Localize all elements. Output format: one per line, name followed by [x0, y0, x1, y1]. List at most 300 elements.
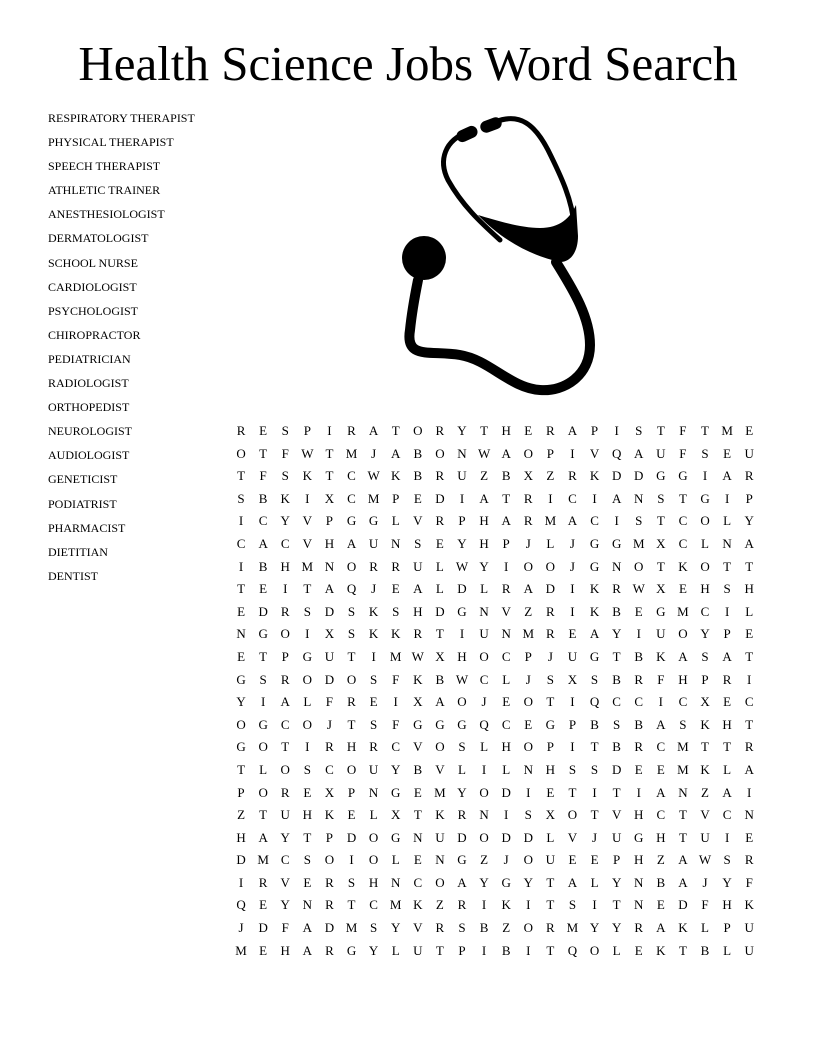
- grid-letter: Y: [523, 874, 533, 890]
- grid-letter: M: [389, 648, 402, 664]
- grid-letter: E: [502, 694, 511, 710]
- grid-letter: K: [435, 807, 445, 823]
- grid-letter: D: [457, 829, 467, 845]
- grid-letter: D: [678, 897, 688, 913]
- grid-letter: C: [413, 874, 423, 890]
- grid-letter: M: [544, 513, 557, 529]
- word-list-item: DENTIST: [48, 568, 98, 583]
- grid-letter: O: [523, 445, 533, 461]
- grid-letter: S: [657, 490, 665, 506]
- grid-letter: K: [413, 897, 423, 913]
- grid-letter: K: [656, 648, 666, 664]
- grid-letter: G: [589, 648, 600, 664]
- grid-letter: K: [501, 897, 511, 913]
- grid-letter: Y: [479, 558, 489, 574]
- grid-letter: L: [701, 535, 709, 551]
- grid-letter: P: [281, 648, 289, 664]
- grid-letter: T: [590, 739, 599, 755]
- grid-letter: A: [722, 468, 732, 484]
- grid-letter: S: [568, 897, 577, 913]
- grid-letter: I: [481, 942, 487, 958]
- grid-letter: T: [303, 581, 312, 597]
- grid-letter: S: [458, 739, 466, 755]
- grid-letter: E: [413, 784, 422, 800]
- grid-letter: S: [237, 490, 245, 506]
- word-list-item: SCHOOL NURSE: [48, 255, 138, 270]
- grid-letter: P: [701, 671, 709, 687]
- grid-letter: B: [656, 874, 666, 890]
- grid-letter: P: [502, 535, 510, 551]
- grid-letter: C: [391, 739, 401, 755]
- grid-letter: C: [568, 490, 577, 506]
- grid-letter: C: [501, 716, 511, 732]
- grid-letter: I: [504, 807, 509, 823]
- grid-letter: O: [258, 739, 268, 755]
- grid-letter: I: [747, 671, 752, 687]
- grid-letter: I: [592, 784, 597, 800]
- grid-letter: D: [435, 490, 445, 506]
- grid-letter: D: [236, 852, 246, 868]
- grid-letter: G: [700, 490, 710, 506]
- grid-letter: O: [567, 807, 578, 823]
- grid-letter: T: [656, 558, 665, 574]
- grid-letter: T: [347, 897, 356, 913]
- grid-letter: G: [611, 535, 622, 551]
- grid-letter: O: [258, 784, 268, 800]
- grid-letter: R: [457, 807, 467, 823]
- grid-letter: L: [369, 807, 378, 823]
- grid-letter: I: [526, 942, 531, 958]
- grid-letter: Z: [701, 784, 709, 800]
- grid-letter: R: [325, 739, 334, 755]
- grid-letter: H: [656, 829, 666, 845]
- grid-letter: G: [346, 513, 357, 529]
- grid-letter: T: [701, 423, 709, 438]
- grid-letter: M: [235, 942, 247, 958]
- grid-letter: K: [324, 807, 335, 823]
- grid-letter: M: [345, 445, 358, 461]
- grid-letter: T: [568, 784, 577, 800]
- grid-letter: A: [258, 535, 268, 551]
- grid-letter: E: [745, 423, 754, 438]
- grid-letter: S: [679, 716, 687, 732]
- grid-letter: Q: [479, 716, 489, 732]
- grid-letter: A: [567, 423, 578, 438]
- grid-letter: E: [237, 603, 246, 619]
- grid-letter: E: [435, 535, 444, 551]
- grid-letter: A: [501, 445, 511, 461]
- word-list-item: ORTHOPEDIST: [48, 400, 130, 415]
- grid-letter: A: [523, 581, 533, 597]
- grid-letter: O: [523, 558, 533, 574]
- grid-letter: L: [590, 874, 599, 890]
- grid-letter: K: [678, 920, 688, 936]
- grid-letter: A: [744, 535, 754, 551]
- grid-letter: C: [258, 513, 268, 529]
- grid-letter: I: [570, 445, 575, 461]
- grid-letter: K: [700, 761, 710, 777]
- grid-letter: T: [413, 807, 422, 823]
- grid-letter: A: [501, 513, 511, 529]
- grid-letter: H: [479, 513, 489, 529]
- grid-letter: A: [324, 581, 335, 597]
- grid-letter: A: [678, 874, 688, 890]
- grid-letter: H: [280, 558, 290, 574]
- grid-letter: D: [324, 920, 335, 936]
- grid-letter: N: [501, 626, 511, 642]
- grid-letter: P: [613, 852, 621, 868]
- grid-row: [230, 714, 760, 737]
- grid-row: [230, 646, 760, 669]
- grid-letter: L: [435, 558, 444, 574]
- grid-letter: A: [567, 513, 578, 529]
- grid-letter: G: [368, 513, 379, 529]
- grid-letter: E: [678, 581, 687, 597]
- grid-letter: O: [479, 648, 489, 664]
- grid-letter: G: [678, 468, 688, 484]
- grid-letter: J: [371, 445, 377, 461]
- grid-letter: M: [566, 920, 579, 936]
- grid-letter: J: [503, 852, 509, 868]
- grid-letter: I: [481, 761, 487, 777]
- grid-letter: C: [280, 716, 290, 732]
- grid-letter: S: [303, 761, 311, 777]
- grid-letter: V: [413, 513, 423, 529]
- grid-letter: P: [723, 920, 731, 936]
- grid-letter: Y: [236, 694, 246, 710]
- grid-letter: T: [656, 513, 665, 529]
- grid-letter: T: [612, 784, 621, 800]
- grid-letter: I: [481, 897, 487, 913]
- grid-letter: H: [634, 852, 644, 868]
- grid-letter: T: [678, 807, 687, 823]
- grid-letter: T: [502, 490, 511, 506]
- grid-letter: B: [413, 761, 423, 777]
- grid-letter: C: [280, 535, 290, 551]
- grid-letter: O: [346, 761, 357, 777]
- grid-letter: R: [280, 671, 290, 687]
- grid-letter: I: [724, 490, 730, 506]
- grid-letter: H: [700, 581, 710, 597]
- grid-letter: M: [257, 852, 269, 868]
- word-list-item: GENETICIST: [48, 472, 118, 487]
- grid-letter: U: [656, 626, 666, 642]
- grid-row: [230, 736, 760, 759]
- grid-letter: U: [457, 468, 467, 484]
- grid-letter: S: [347, 603, 356, 619]
- grid-letter: B: [435, 671, 445, 687]
- grid-letter: Y: [368, 942, 379, 958]
- grid-row: [230, 782, 760, 805]
- grid-letter: U: [545, 852, 556, 868]
- grid-letter: L: [303, 694, 312, 710]
- grid-letter: T: [259, 807, 268, 823]
- grid-letter: Y: [457, 535, 467, 551]
- grid-letter: L: [435, 581, 444, 597]
- grid-letter: R: [501, 581, 511, 597]
- grid-letter: H: [413, 603, 423, 619]
- grid-letter: R: [325, 874, 334, 890]
- grid-row: [230, 872, 760, 895]
- grid-letter: P: [745, 490, 753, 506]
- grid-letter: I: [305, 739, 310, 755]
- grid-letter: S: [546, 671, 554, 687]
- word-list-item: RESPIRATORY THERAPIST: [48, 111, 195, 125]
- grid-letter: H: [236, 829, 246, 845]
- grid-letter: U: [413, 942, 423, 958]
- grid-letter: A: [302, 942, 313, 958]
- grid-letter: T: [590, 807, 599, 823]
- grid-letter: T: [259, 648, 268, 664]
- word-list-item: SPEECH THERAPIST: [48, 159, 161, 174]
- grid-letter: Y: [700, 626, 710, 642]
- grid-letter: G: [656, 468, 666, 484]
- grid-letter: S: [458, 920, 466, 936]
- grid-letter: I: [305, 490, 310, 506]
- grid-letter: N: [611, 558, 622, 574]
- grid-letter: K: [744, 897, 754, 913]
- grid-letter: S: [303, 603, 311, 619]
- grid-row: [230, 759, 760, 782]
- grid-letter: Y: [722, 874, 732, 890]
- grid-letter: N: [634, 897, 644, 913]
- grid-letter: L: [612, 942, 621, 958]
- grid-letter: W: [698, 852, 712, 868]
- grid-letter: V: [302, 513, 313, 529]
- grid-letter: B: [413, 445, 423, 461]
- word-list-item: ATHLETIC TRAINER: [48, 183, 161, 198]
- grid-letter: Y: [391, 761, 401, 777]
- grid-letter: R: [258, 874, 268, 890]
- grid-letter: X: [545, 807, 556, 823]
- grid-letter: X: [523, 468, 533, 484]
- grid-letter: Y: [611, 626, 622, 642]
- grid-letter: P: [546, 739, 554, 755]
- grid-letter: T: [391, 423, 400, 438]
- grid-letter: U: [567, 648, 578, 664]
- grid-letter: D: [523, 829, 533, 845]
- grid-letter: T: [281, 739, 290, 755]
- grid-letter: T: [237, 468, 246, 484]
- grid-letter: T: [546, 942, 555, 958]
- grid-letter: J: [238, 920, 244, 936]
- grid-letter: T: [745, 716, 754, 732]
- grid-letter: G: [589, 535, 600, 551]
- grid-letter: Q: [589, 694, 600, 710]
- grid-row: [230, 894, 760, 917]
- grid-letter: I: [570, 694, 575, 710]
- grid-letter: I: [393, 694, 398, 710]
- grid-letter: B: [700, 942, 710, 958]
- grid-letter: N: [722, 535, 732, 551]
- grid-row: [230, 849, 760, 872]
- grid-letter: O: [280, 626, 290, 642]
- grid-letter: M: [345, 920, 358, 936]
- grid-letter: J: [569, 558, 575, 574]
- grid-letter: A: [589, 626, 600, 642]
- grid-letter: S: [723, 852, 731, 868]
- word-list-item: PSYCHOLOGIST: [48, 303, 139, 318]
- grid-letter: Q: [236, 897, 246, 913]
- grid-letter: D: [324, 603, 335, 619]
- grid-letter: P: [524, 648, 532, 664]
- grid-letter: C: [347, 468, 356, 484]
- grid-letter: O: [523, 920, 533, 936]
- grid-letter: O: [324, 852, 335, 868]
- grid-letter: A: [656, 716, 666, 732]
- grid-letter: G: [457, 852, 467, 868]
- grid-letter: B: [634, 648, 644, 664]
- grid-letter: M: [632, 535, 645, 551]
- grid-letter: E: [347, 807, 356, 823]
- grid-letter: N: [744, 807, 754, 823]
- grid-letter: Y: [280, 829, 290, 845]
- grid-letter: X: [656, 535, 666, 551]
- grid-letter: P: [325, 829, 334, 845]
- grid-letter: B: [612, 671, 621, 687]
- grid-letter: K: [589, 603, 600, 619]
- grid-letter: Y: [280, 897, 290, 913]
- grid-letter: X: [391, 807, 401, 823]
- grid-letter: E: [634, 761, 643, 777]
- grid-letter: H: [501, 423, 511, 438]
- grid-letter: V: [302, 535, 313, 551]
- grid-letter: R: [722, 671, 732, 687]
- grid-letter: P: [546, 445, 554, 461]
- grid-letter: F: [679, 423, 687, 438]
- grid-letter: D: [501, 829, 511, 845]
- grid-letter: I: [592, 897, 597, 913]
- grid-letter: D: [258, 920, 268, 936]
- grid-letter: D: [435, 603, 445, 619]
- grid-letter: O: [346, 671, 357, 687]
- grid-row: [230, 691, 760, 714]
- grid-letter: S: [723, 581, 731, 597]
- grid-letter: N: [413, 829, 423, 845]
- grid-letter: S: [259, 671, 267, 687]
- grid-letter: W: [455, 558, 469, 574]
- grid-letter: X: [324, 784, 335, 800]
- grid-letter: A: [567, 874, 578, 890]
- grid-letter: W: [455, 671, 469, 687]
- grid-letter: J: [371, 581, 377, 597]
- grid-letter: H: [280, 942, 290, 958]
- grid-letter: C: [612, 694, 621, 710]
- grid-letter: S: [281, 423, 289, 438]
- grid-letter: D: [545, 581, 556, 597]
- grid-letter: O: [435, 739, 445, 755]
- grid-letter: K: [589, 468, 600, 484]
- grid-letter: M: [522, 626, 535, 642]
- grid-letter: G: [302, 648, 313, 664]
- grid-letter: E: [546, 784, 555, 800]
- grid-letter: H: [346, 739, 357, 755]
- grid-letter: I: [592, 490, 597, 506]
- grid-letter: G: [258, 716, 268, 732]
- grid-letter: E: [259, 581, 268, 597]
- grid-letter: R: [435, 423, 445, 438]
- grid-letter: T: [745, 648, 754, 664]
- grid-letter: I: [636, 784, 641, 800]
- grid-letter: A: [722, 648, 732, 664]
- grid-letter: H: [744, 581, 754, 597]
- grid-letter: T: [678, 829, 687, 845]
- grid-letter: N: [634, 490, 644, 506]
- grid-letter: M: [434, 784, 446, 800]
- grid-letter: V: [413, 739, 423, 755]
- grid-letter: N: [523, 761, 533, 777]
- grid-letter: K: [302, 468, 313, 484]
- grid-letter: A: [435, 694, 445, 710]
- grid-letter: V: [435, 761, 445, 777]
- grid-letter: T: [678, 490, 687, 506]
- grid-letter: W: [367, 468, 380, 484]
- grid-letter: T: [325, 468, 334, 484]
- grid-letter: H: [722, 716, 732, 732]
- grid-letter: L: [480, 739, 489, 755]
- grid-letter: K: [391, 626, 401, 642]
- grid-letter: S: [281, 468, 289, 484]
- grid-letter: S: [635, 513, 643, 529]
- grid-letter: I: [548, 490, 553, 506]
- grid-letter: K: [368, 603, 379, 619]
- grid-letter: T: [237, 761, 246, 777]
- grid-letter: N: [236, 626, 246, 642]
- grid-letter: L: [458, 761, 466, 777]
- grid-letter: H: [501, 739, 511, 755]
- grid-letter: C: [678, 535, 688, 551]
- grid-letter: U: [368, 761, 379, 777]
- letter-grid: [230, 420, 760, 962]
- grid-letter: Z: [656, 852, 665, 868]
- grid-letter: E: [656, 897, 665, 913]
- grid-letter: O: [523, 694, 533, 710]
- grid-letter: C: [678, 694, 688, 710]
- grid-letter: N: [479, 807, 489, 823]
- grid-letter: N: [368, 784, 379, 800]
- grid-letter: X: [413, 694, 423, 710]
- grid-letter: J: [481, 694, 487, 710]
- grid-letter: Y: [457, 784, 467, 800]
- grid-letter: E: [391, 581, 400, 597]
- grid-letter: I: [238, 874, 244, 890]
- grid-letter: U: [656, 445, 666, 461]
- grid-letter: T: [723, 558, 732, 574]
- grid-letter: R: [634, 920, 644, 936]
- grid-letter: O: [700, 513, 710, 529]
- grid-letter: U: [744, 445, 754, 461]
- grid-letter: S: [347, 626, 356, 642]
- grid-letter: N: [324, 558, 335, 574]
- grid-letter: R: [546, 423, 555, 438]
- grid-letter: O: [435, 445, 445, 461]
- grid-letter: Y: [280, 513, 290, 529]
- grid-letter: A: [346, 535, 357, 551]
- grid-letter: M: [301, 558, 314, 574]
- grid-letter: Z: [480, 468, 489, 484]
- grid-letter: C: [656, 739, 666, 755]
- grid-letter: A: [611, 490, 622, 506]
- grid-letter: B: [258, 490, 268, 506]
- grid-letter: E: [259, 942, 268, 958]
- grid-letter: O: [435, 874, 445, 890]
- grid-letter: J: [569, 535, 575, 551]
- word-list-item: PODIATRIST: [48, 496, 117, 511]
- grid-letter: J: [592, 829, 598, 845]
- grid-letter: S: [414, 535, 422, 551]
- grid-letter: I: [570, 739, 575, 755]
- grid-letter: C: [722, 807, 732, 823]
